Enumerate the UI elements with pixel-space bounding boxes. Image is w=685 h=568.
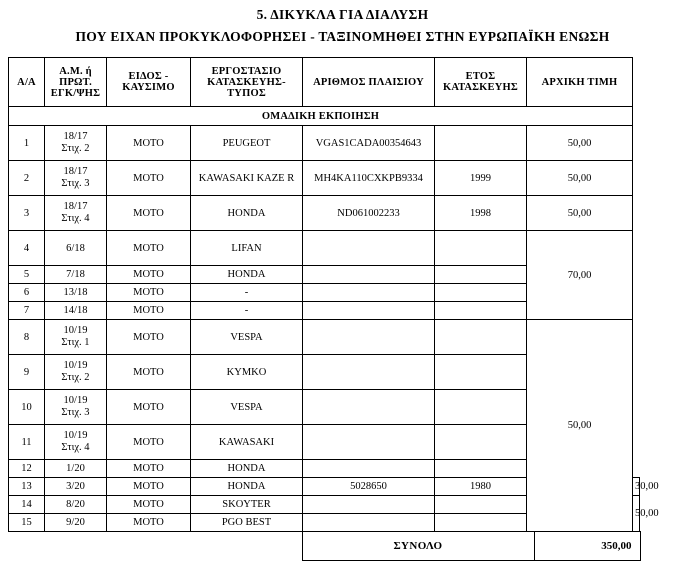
cell-type-fuel: ΜΟΤΟ bbox=[107, 231, 191, 266]
registration-line-1: 18/17 bbox=[63, 201, 88, 212]
cell-manufacturer: - bbox=[191, 302, 303, 320]
registration-line-1: 10/19 bbox=[63, 430, 88, 441]
cell-initial-price: 70,00 bbox=[527, 231, 633, 320]
column-header-initial-price: ΑΡΧΙΚΗ ΤΙΜΗ bbox=[527, 58, 633, 107]
group-heading-row bbox=[9, 107, 640, 126]
cell-aa: 11 bbox=[9, 425, 45, 460]
cell-initial-price: 50,00 bbox=[527, 126, 633, 161]
cell-year bbox=[435, 355, 527, 390]
cell-registration bbox=[45, 390, 107, 425]
total-label: ΣΥΝΟΛΟ bbox=[302, 532, 534, 561]
cell-chassis-number bbox=[303, 302, 435, 320]
cell-manufacturer: HONDA bbox=[191, 196, 303, 231]
cell-type-fuel: ΜΟΤΟ bbox=[107, 196, 191, 231]
cell-chassis-number: MH4KA110CXKPB9334 bbox=[303, 161, 435, 196]
cell-chassis-number bbox=[303, 284, 435, 302]
cell-manufacturer: HONDA bbox=[191, 478, 303, 496]
cell-aa: 14 bbox=[9, 496, 45, 514]
column-header-year: ΕΤΟΣ ΚΑΤΑΣΚΕΥΗΣ bbox=[435, 58, 527, 107]
document-title-block bbox=[0, 0, 685, 47]
cell-type-fuel: ΜΟΤΟ bbox=[107, 355, 191, 390]
cell-registration: 3/20 bbox=[45, 478, 107, 496]
column-header-manufacturer: ΕΡΓΟΣΤΑΣΙΟ ΚΑΤΑΣΚΕΥΗΣ- ΤΥΠΟΣ bbox=[191, 58, 303, 107]
cell-type-fuel: ΜΟΤΟ bbox=[107, 266, 191, 284]
table-header-row bbox=[9, 58, 640, 107]
cell-chassis-number: 5028650 bbox=[303, 478, 435, 496]
cell-year: 1998 bbox=[435, 196, 527, 231]
cell-chassis-number bbox=[303, 320, 435, 355]
cell-manufacturer: HONDA bbox=[191, 460, 303, 478]
cell-registration: 8/20 bbox=[45, 496, 107, 514]
cell-aa: 5 bbox=[9, 266, 45, 284]
cell-year bbox=[435, 126, 527, 161]
cell-manufacturer: - bbox=[191, 284, 303, 302]
cell-type-fuel: ΜΟΤΟ bbox=[107, 284, 191, 302]
cell-chassis-number bbox=[303, 425, 435, 460]
cell-type-fuel: ΜΟΤΟ bbox=[107, 478, 191, 496]
cell-year bbox=[435, 231, 527, 266]
registration-line-1: 18/17 bbox=[63, 131, 88, 142]
page-subtitle: ΠΟΥ ΕΙΧΑΝ ΠΡΟΚΥΚΛΟΦΟΡΗΣΕΙ - ΤΑΞΙΝΟΜΗΘΕΙ ΣΤΗΝ ΕΥΡΩΠΑΪΚΗ ΕΝΩΣΗ bbox=[75, 29, 610, 44]
cell-aa: 9 bbox=[9, 355, 45, 390]
cell-manufacturer: HONDA bbox=[191, 266, 303, 284]
table-row bbox=[9, 231, 640, 266]
cell-registration: 14/18 bbox=[45, 302, 107, 320]
cell-registration bbox=[45, 355, 107, 390]
cell-initial-price: 50,00 bbox=[527, 196, 633, 231]
cell-type-fuel: ΜΟΤΟ bbox=[107, 514, 191, 532]
cell-registration: 13/18 bbox=[45, 284, 107, 302]
total-value: 350,00 bbox=[534, 532, 640, 561]
cell-aa: 12 bbox=[9, 460, 45, 478]
registration-line-2: Στιχ. 3 bbox=[61, 178, 90, 189]
cell-chassis-number bbox=[303, 460, 435, 478]
cell-manufacturer: VESPA bbox=[191, 390, 303, 425]
cell-chassis-number bbox=[303, 355, 435, 390]
page-title: 5. ΔΙΚΥΚΛΑ ΓΙΑ ΔΙΑΛΥΣΗ bbox=[256, 7, 429, 22]
cell-aa: 3 bbox=[9, 196, 45, 231]
cell-initial-price: 50,00 bbox=[527, 320, 633, 532]
table-row bbox=[9, 126, 640, 161]
cell-chassis-number: ND061002233 bbox=[303, 196, 435, 231]
cell-chassis-number bbox=[303, 496, 435, 514]
cell-chassis-number bbox=[303, 514, 435, 532]
cell-manufacturer: LIFAN bbox=[191, 231, 303, 266]
cell-aa: 8 bbox=[9, 320, 45, 355]
cell-type-fuel: ΜΟΤΟ bbox=[107, 496, 191, 514]
cell-manufacturer: PEUGEOT bbox=[191, 126, 303, 161]
cell-year: 1980 bbox=[435, 478, 527, 496]
cell-manufacturer: KAWASAKI bbox=[191, 425, 303, 460]
cell-year bbox=[435, 496, 527, 514]
registration-line-1: 10/19 bbox=[63, 325, 88, 336]
registration-line-1: 10/19 bbox=[63, 395, 88, 406]
cell-aa: 1 bbox=[9, 126, 45, 161]
cell-year bbox=[435, 284, 527, 302]
column-header-chassis-number: ΑΡΙΘΜΟΣ ΠΛΑΙΣΙΟΥ bbox=[303, 58, 435, 107]
column-header-aa: Α/Α bbox=[9, 58, 45, 107]
vehicles-table-wrapper bbox=[8, 57, 677, 561]
cell-aa: 7 bbox=[9, 302, 45, 320]
cell-chassis-number bbox=[303, 231, 435, 266]
registration-line-2: Στιχ. 2 bbox=[61, 372, 90, 383]
registration-line-2: Στιχ. 2 bbox=[61, 143, 90, 154]
column-header-registration: Α.Μ. ή ΠΡΩΤ. ΕΓΚ/ΨΗΣ bbox=[45, 58, 107, 107]
column-header-type-fuel: ΕΙΔΟΣ - ΚΑΥΣΙΜΟ bbox=[107, 58, 191, 107]
cell-registration bbox=[45, 320, 107, 355]
cell-type-fuel: ΜΟΤΟ bbox=[107, 302, 191, 320]
cell-registration bbox=[45, 161, 107, 196]
cell-type-fuel: ΜΟΤΟ bbox=[107, 126, 191, 161]
cell-aa: 10 bbox=[9, 390, 45, 425]
cell-year bbox=[435, 514, 527, 532]
cell-year bbox=[435, 320, 527, 355]
cell-registration: 7/18 bbox=[45, 266, 107, 284]
cell-aa: 4 bbox=[9, 231, 45, 266]
total-table bbox=[8, 531, 641, 561]
cell-registration bbox=[45, 425, 107, 460]
cell-manufacturer: VESPA bbox=[191, 320, 303, 355]
total-row bbox=[8, 532, 640, 561]
table-body bbox=[9, 107, 659, 532]
cell-year bbox=[435, 266, 527, 284]
cell-registration: 1/20 bbox=[45, 460, 107, 478]
cell-registration bbox=[45, 126, 107, 161]
cell-type-fuel: ΜΟΤΟ bbox=[107, 161, 191, 196]
registration-line-2: Στιχ. 4 bbox=[61, 442, 90, 453]
cell-manufacturer: SKOYTER bbox=[191, 496, 303, 514]
cell-manufacturer: PGO BEST bbox=[191, 514, 303, 532]
cell-type-fuel: ΜΟΤΟ bbox=[107, 425, 191, 460]
cell-type-fuel: ΜΟΤΟ bbox=[107, 390, 191, 425]
cell-manufacturer: KAWASAKI KAZE R bbox=[191, 161, 303, 196]
vehicles-table bbox=[8, 57, 659, 532]
registration-line-2: Στιχ. 1 bbox=[61, 337, 90, 348]
cell-year: 1999 bbox=[435, 161, 527, 196]
registration-line-2: Στιχ. 3 bbox=[61, 407, 90, 418]
cell-registration bbox=[45, 196, 107, 231]
cell-initial-price: 50,00 bbox=[633, 496, 640, 532]
cell-initial-price: 50,00 bbox=[527, 161, 633, 196]
group-heading-label: ΟΜΑΔΙΚΗ ΕΚΠΟΙΗΣΗ bbox=[9, 107, 633, 126]
cell-year bbox=[435, 390, 527, 425]
table-row bbox=[9, 320, 640, 355]
cell-aa: 15 bbox=[9, 514, 45, 532]
cell-year bbox=[435, 425, 527, 460]
registration-line-1: 10/19 bbox=[63, 360, 88, 371]
cell-registration: 9/20 bbox=[45, 514, 107, 532]
cell-aa: 6 bbox=[9, 284, 45, 302]
total-spacer bbox=[8, 532, 302, 561]
cell-aa: 2 bbox=[9, 161, 45, 196]
cell-year bbox=[435, 460, 527, 478]
cell-chassis-number bbox=[303, 266, 435, 284]
cell-year bbox=[435, 302, 527, 320]
cell-type-fuel: ΜΟΤΟ bbox=[107, 320, 191, 355]
cell-manufacturer: KYMKO bbox=[191, 355, 303, 390]
cell-chassis-number: VGAS1CADA00354643 bbox=[303, 126, 435, 161]
table-row bbox=[9, 161, 640, 196]
table-row bbox=[9, 196, 640, 231]
cell-aa: 13 bbox=[9, 478, 45, 496]
cell-registration: 6/18 bbox=[45, 231, 107, 266]
cell-type-fuel: ΜΟΤΟ bbox=[107, 460, 191, 478]
cell-initial-price: 30,00 bbox=[633, 478, 640, 496]
cell-chassis-number bbox=[303, 390, 435, 425]
table-header bbox=[9, 58, 640, 107]
registration-line-1: 18/17 bbox=[63, 166, 88, 177]
registration-line-2: Στιχ. 4 bbox=[61, 213, 90, 224]
